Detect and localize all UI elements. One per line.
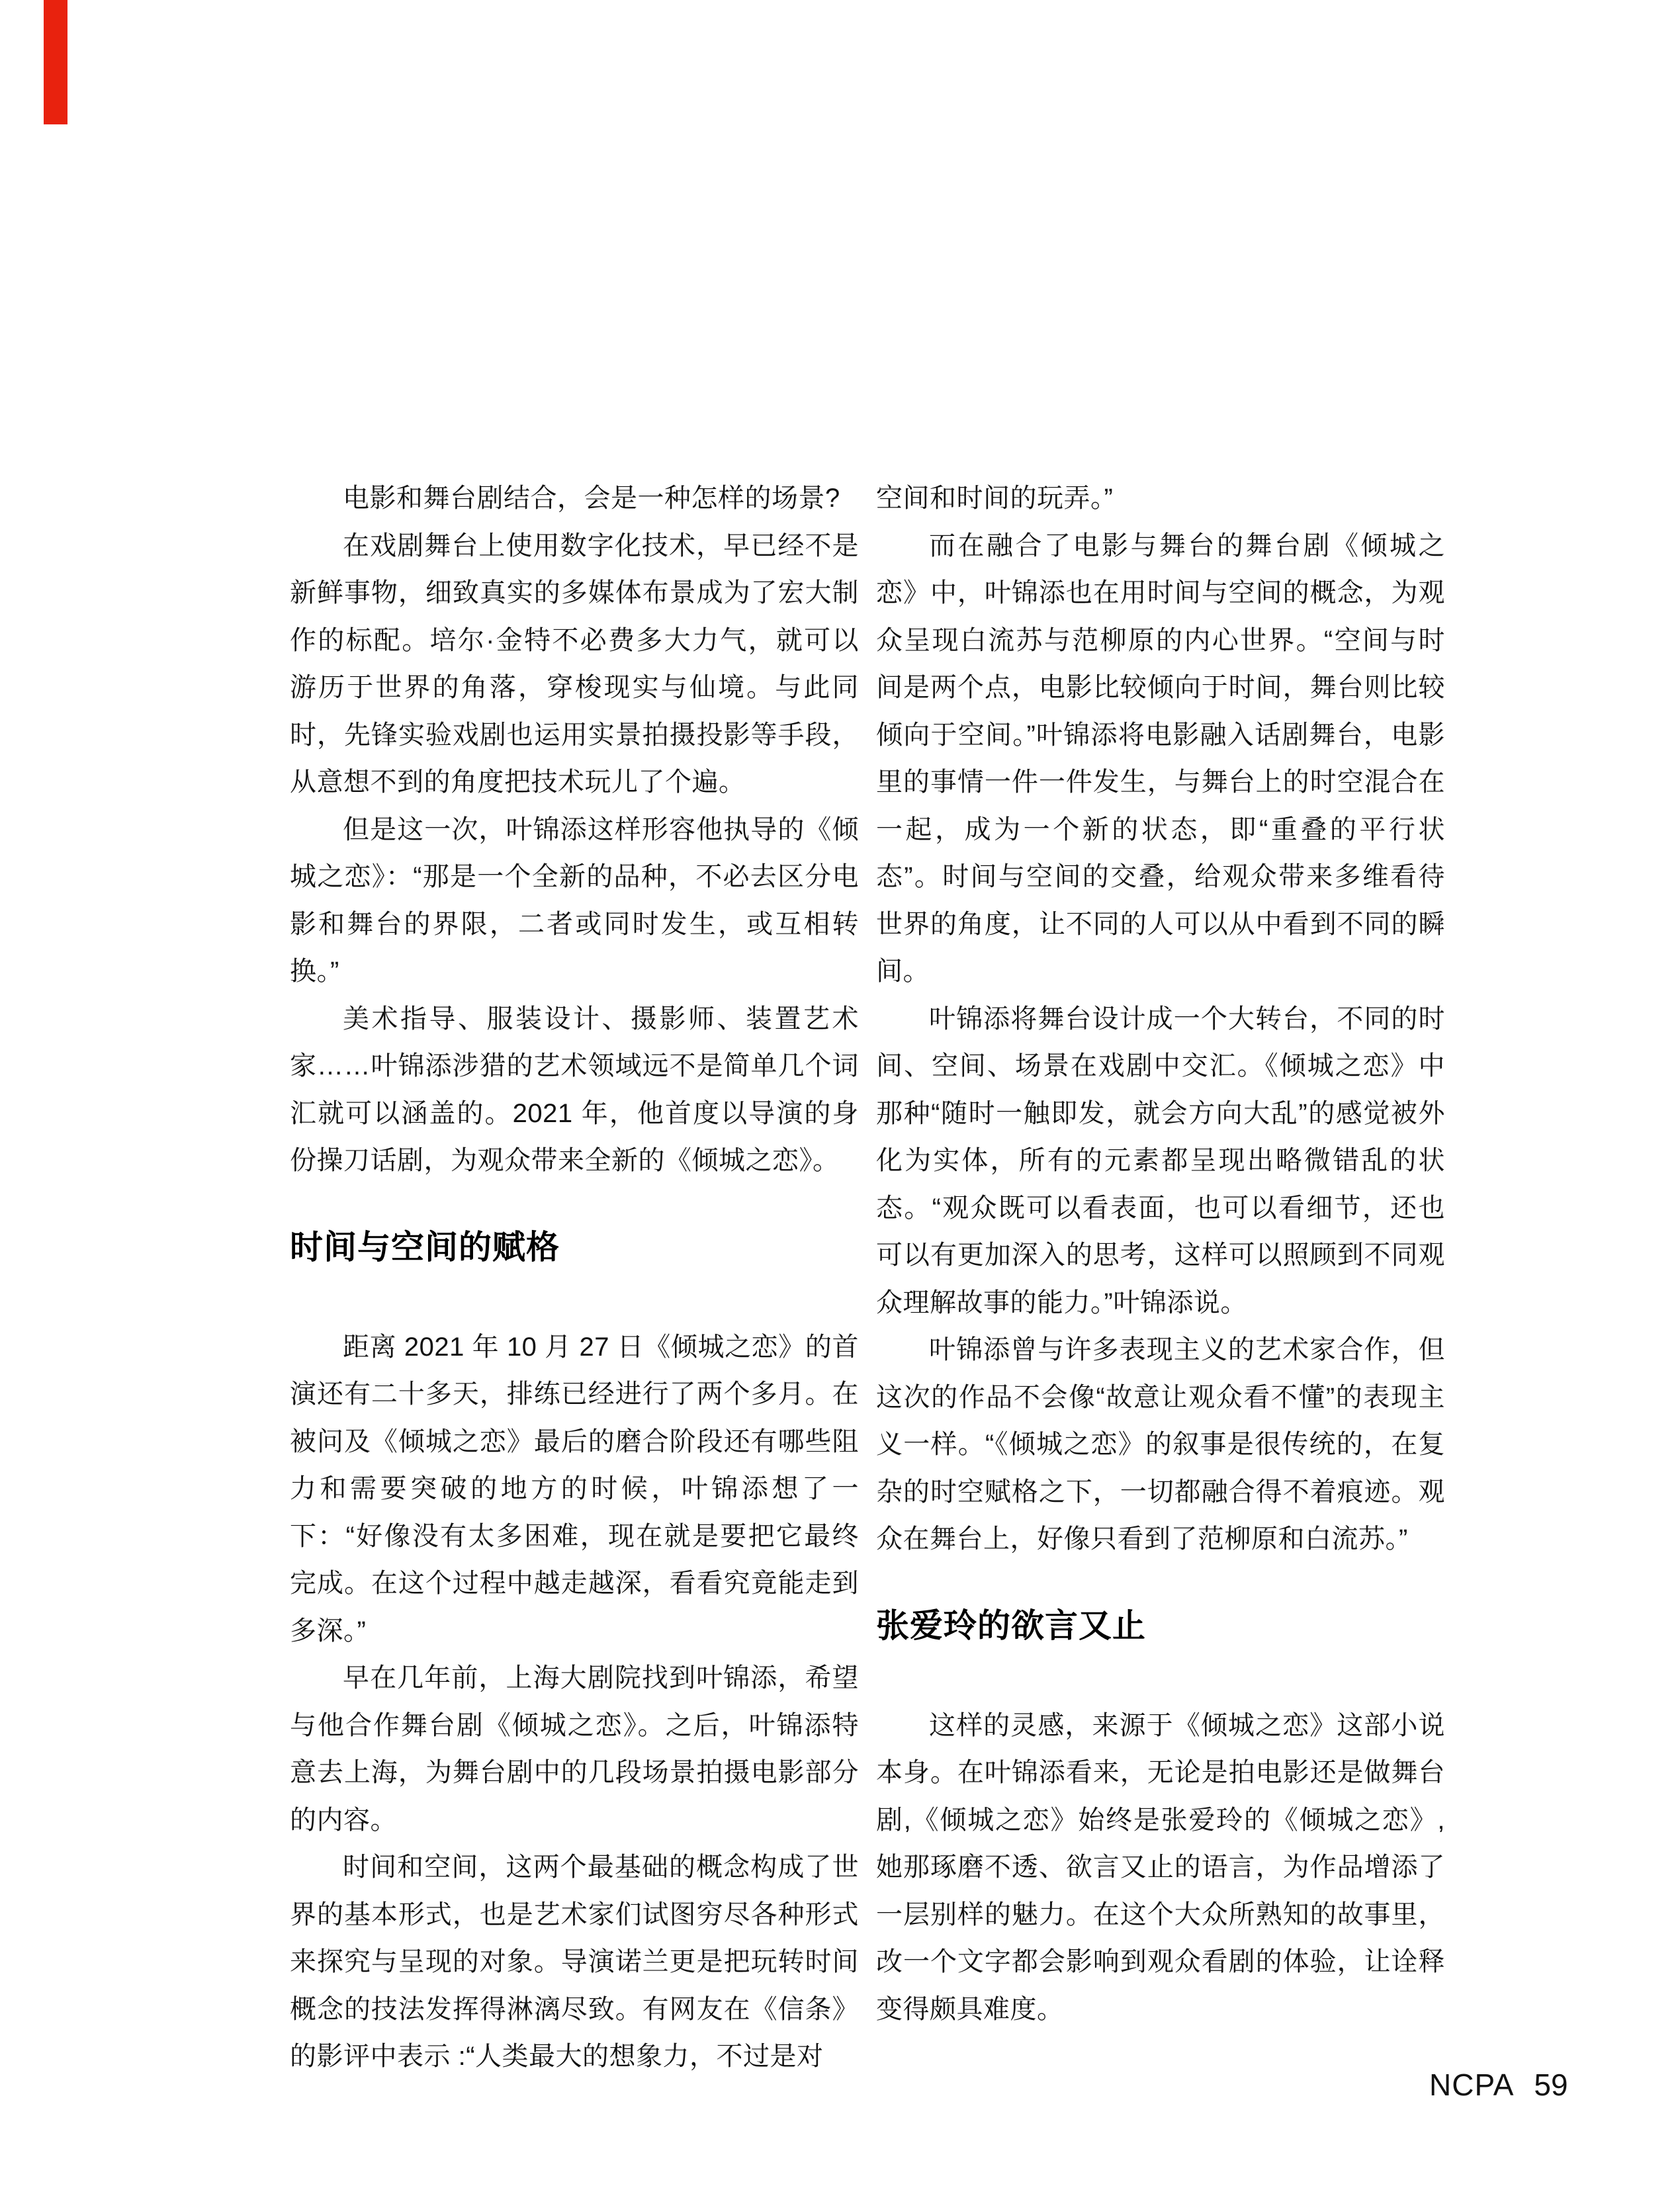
section-heading-eileen-chang: 张爱玲的欲言又止 bbox=[876, 1606, 1146, 1644]
paragraph: 叶锦添曾与许多表现主义的艺术家合作，但这次的作品不会像“故意让观众看不懂”的表现主义一样。“《倾城之恋》的叙事是很传统的，在复杂的时空赋格之下，一切都融合得不着痕迹。观众在舞台上，好像只看到了范柳原和白流苏。” bbox=[876, 1335, 1445, 1553]
paragraph: 电影和舞台剧结合，会是一种怎样的场景? bbox=[343, 484, 840, 513]
paragraph-continuation: 空间和时间的玩弄。” bbox=[876, 484, 1114, 513]
paragraph: 叶锦添将舞台设计成一个大转台，不同的时间、空间、场景在戏剧中交汇。《倾城之恋》中那种“随时一触即发，就会方向大乱”的感觉被外化为实体，所有的元素都呈现出略微错乱的状态。“观众既可以看表面，也可以看细节，还也可以有更加深入的思考，这样可以照顾到不同观众理解故事的能力。”叶锦添说。 bbox=[876, 1004, 1445, 1317]
paragraph: 时间和空间，这两个最基础的概念构成了世界的基本形式，也是艺术家们试图穷尽各种形式来探究与呈现的对象。导演诺兰更是把玩转时间概念的技法发挥得淋漓尽致。有网友在《信条》的影评中表示 :“人类最大的想象力，不过是对 bbox=[290, 1853, 859, 2071]
paragraph: 距离 2021 年 10 月 27 日《倾城之恋》的首演还有二十多天，排练已经进行了两个多月。在被问及《倾城之恋》最后的磨合阶段还有哪些阻力和需要突破的地方的时候，叶锦添想了一下：“好像没有太多困难，现在就是要把它最终完成。在这个过程中越走越深，看看究竟能走到多深。” bbox=[290, 1332, 859, 1645]
journal-name: NCPA bbox=[1429, 2068, 1515, 2102]
page-footer bbox=[1429, 2070, 1568, 2100]
paragraph: 早在几年前，上海大剧院找到叶锦添，希望与他合作舞台剧《倾城之恋》。之后，叶锦添特意去上海，为舞台剧中的几段场景拍摄电影部分的内容。 bbox=[290, 1663, 859, 1835]
left-column bbox=[290, 475, 859, 2081]
paragraph: 而在融合了电影与舞台的舞台剧《倾城之恋》中，叶锦添也在用时间与空间的概念，为观众呈现白流苏与范柳原的内心世界。“空间与时间是两个点，电影比较倾向于时间，舞台则比较倾向于空间。”叶锦添将电影融入话剧舞台，电影里的事情一件一件发生，与舞台上的时空混合在一起，成为一个新的状态，即“重叠的平行状态”。时间与空间的交叠，给观众带来多维看待世界的角度，让不同的人可以从中看到不同的瞬间。 bbox=[876, 531, 1445, 986]
paragraph: 在戏剧舞台上使用数字化技术，早已经不是新鲜事物，细致真实的多媒体布景成为了宏大制作的标配。培尔·金特不必费多大力气，就可以游历于世界的角落，穿梭现实与仙境。与此同时，先锋实验戏剧也运用实景拍摄投影等手段，从意想不到的角度把技术玩儿了个遍。 bbox=[290, 531, 859, 797]
page-number: 59 bbox=[1534, 2068, 1568, 2102]
red-page-marker bbox=[44, 0, 67, 124]
paragraph: 但是这一次，叶锦添这样形容他执导的《倾城之恋》：“那是一个全新的品种，不必去区分电影和舞台的界限，二者或同时发生，或互相转换。” bbox=[290, 814, 859, 986]
paragraph: 这样的灵感，来源于《倾城之恋》这部小说本身。在叶锦添看来，无论是拍电影还是做舞台剧,《倾城之恋》始终是张爱玲的《倾城之恋》,她那琢磨不透、欲言又止的语言，为作品增添了一层别样的魅力。在这个大众所熟知的故事里，改一个文字都会影响到观众看剧的体验，让诠释变得颇具难度。 bbox=[876, 1710, 1445, 2024]
right-column bbox=[876, 475, 1445, 2081]
section-heading-time-space-fugue: 时间与空间的赋格 bbox=[290, 1228, 560, 1266]
paragraph: 美术指导、服装设计、摄影师、装置艺术家……叶锦添涉猎的艺术领域远不是简单几个词汇就可以涵盖的。2021 年，他首度以导演的身份操刀话剧，为观众带来全新的《倾城之恋》。 bbox=[290, 1004, 859, 1175]
article-body bbox=[290, 475, 1445, 2081]
